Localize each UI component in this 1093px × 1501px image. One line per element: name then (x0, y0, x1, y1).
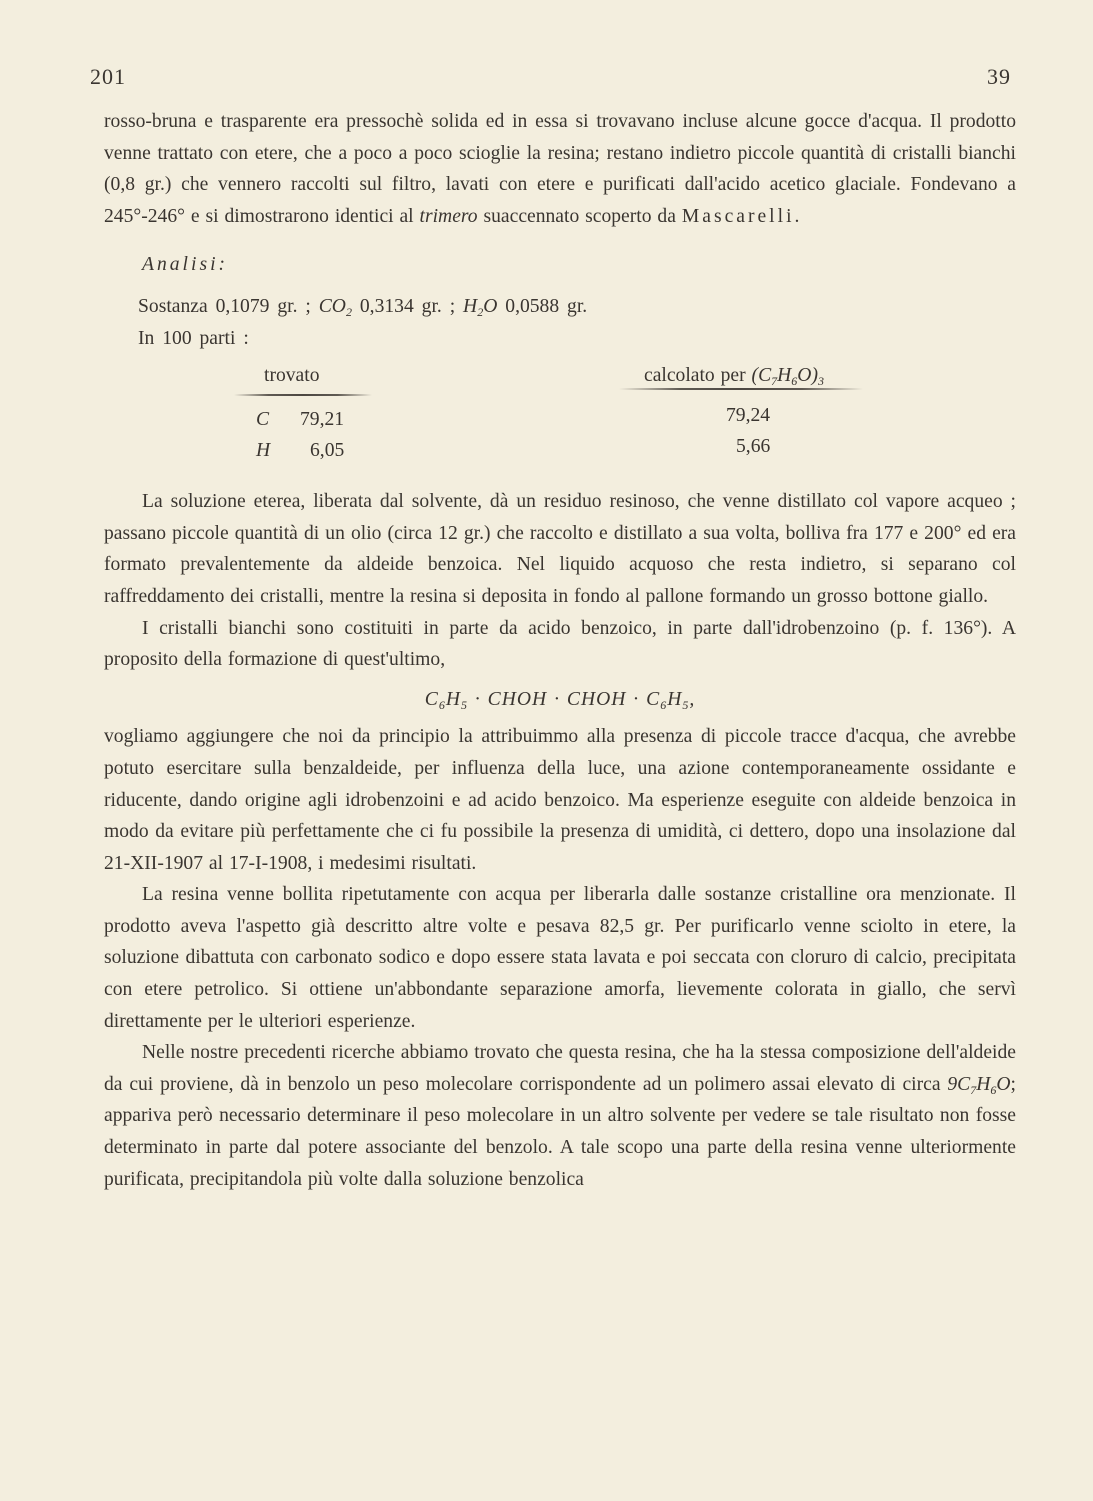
paragraph-6: Nelle nostre precedenti ricerche abbiamo trovato che questa resina, che ha la stessa composizione dell'aldeide da cui proviene, dà in benzolo un peso molecolare corrispondente ad un polimero assai elevato di circa $9C_7H_6O$; appariva però necessario determinare il peso molecolare in un altro solvente per vedere se tale risultato non fosse determinato in parte dal potere associante del benzolo. A tale scopo una parte della resina venne ulteriormente purificata, precipitandola più volte dalla soluzione benzolica (104, 1042, 1016, 1190)
analysis-substance-line (138, 291, 1016, 323)
trimer-word: trimero (419, 205, 478, 227)
table-row-calc: 79,24 (726, 405, 771, 427)
table-row-found: 79,21 (300, 409, 345, 431)
h2o-symbol: $H_2O$ (463, 295, 498, 319)
table-row-element: C (256, 409, 270, 431)
column-header-calculated: calcolato per $(C_7H_6O)_3$ (644, 365, 824, 389)
analysis-heading: Analisi: (142, 254, 229, 276)
author-name: Mascarelli. (681, 205, 803, 227)
paragraph-1-text: rosso-bruna e trasparente era pressochè solida ed in essa si trovavano incluse alcune gocce d'acqua. Il prodotto venne trattato con etere, che a poco a poco scioglie la resina; restano indietro piccole quantità di cristalli bianchi (0,8 gr.) che vennero raccolti sul filtro, lavati con etere e purificati dall'acido acetico glaciale. Fondevano a 245°-246° e si dimostrarono identici al (104, 111, 1016, 227)
table-row-found: 6,05 (310, 440, 345, 462)
h2o-value: 0,0588 gr. (505, 295, 588, 317)
found-column-rule (234, 394, 372, 396)
in-100-parts: In 100 parti : (138, 327, 249, 349)
paragraph-1-text-end: suaccennato scoperto da (483, 205, 676, 227)
paragraph-2: La soluzione eterea, liberata dal solvente, dà un residuo resinoso, che venne distillato col vapore acqueo ; passano piccole quantità di un olio (circa 12 gr.) che raccolto e distillato a sua volta, bolliva fra 177 e 200° ed era formato prevalentemente da aldeide benzoica. Nel liquido acquoso che resta indietro, si separano col raffreddamento dei cristalli, mentre la resina si deposita in fondo al pallone formando un grosso bottone giallo. (104, 491, 1016, 607)
paragraph-4: vogliamo aggiungere che noi da principio la attribuimmo alla presenza di piccole tracce d'acqua, che avrebbe potuto esercitare sulla benzaldeide, per influenza della luce, una azione contemporaneamente ossidante e riducente, dando origine agli idrobenzoini e ad acido benzoico. Ma esperienze eseguite con aldeide benzoica in modo da evitare più perfettamente che ci fu possibile la presenza di umidità, ci dettero, dopo una insolazione dal 21-XII-1907 al 17-I-1908, i medesimi risultati. (104, 726, 1016, 874)
co2-value: 0,3134 gr. ; (359, 295, 456, 317)
substance-value: 0,1079 gr. ; (215, 295, 311, 317)
table-row-element: H (256, 440, 271, 462)
paragraph-3: I cristalli bianchi sono costituiti in parte da acido benzoico, in parte dall'idrobenzoino (p. f. 136°). A proposito della formazione di quest'ultimo, (104, 617, 1016, 671)
page-body (104, 106, 1016, 1195)
analysis-table (104, 360, 1016, 486)
hydrobenzoin-formula: $C_6H_5$ · CHOH · CHOH · $C_6H_5$, (424, 688, 696, 712)
paragraph-5: La resina venne bollita ripetutamente con acqua per liberarla dalle sostanze cristalline ora menzionate. Il prodotto aveva l'aspetto già descritto altre volte e pesava 82,5 gr. Per purificarlo venne sciolto in etere, la soluzione dibattuta con carbonato sodico e dopo essere stata lavata e poi seccata con cloruro di calcio, precipitata con etere petrolico. Si ottiene un'abbondante separazione amorfa, lievemente colorata in giallo, che servì direttamente per le ulteriori esperienze. (104, 884, 1016, 1032)
polymer-formula: $9C_7H_6O$ (947, 1073, 1011, 1097)
substance-label: Sostanza (138, 295, 208, 317)
co2-symbol: $CO_2$ (318, 295, 352, 319)
column-header-found: trovato (264, 365, 320, 387)
paragraph-1 (104, 106, 1016, 232)
page-number-right: 39 (987, 64, 1011, 89)
page-number-left: 201 (90, 64, 126, 89)
calculated-column-rule (619, 388, 863, 390)
table-row-calc: 5,66 (736, 436, 771, 458)
